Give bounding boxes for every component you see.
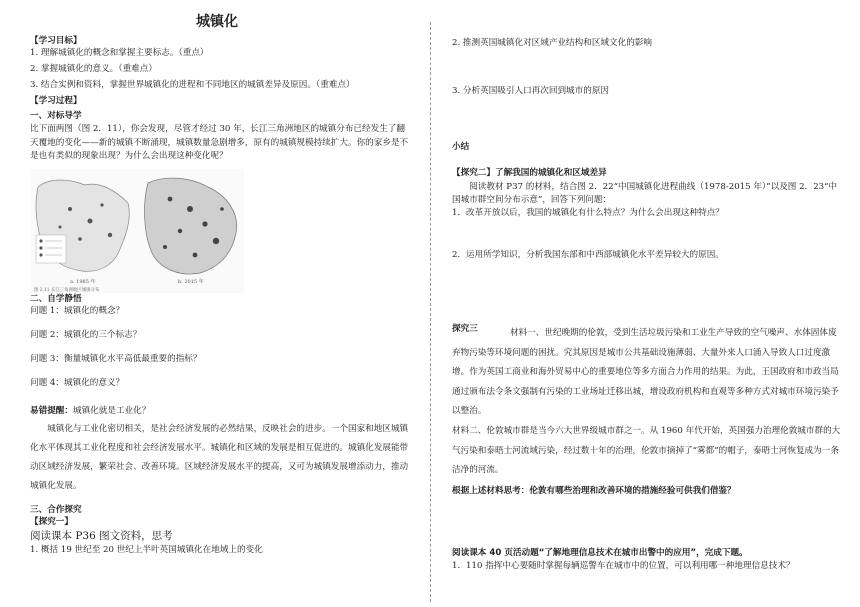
- goal-item: 2. 掌握城镇化的意义。（重难点）: [30, 64, 157, 74]
- question-item: 问题 4：城镇化的意义？: [30, 378, 125, 388]
- question-item: 问题 1：城镇化的概念？: [30, 306, 125, 316]
- explore2-question: 2．运用所学知识，分析我国东部和中西部城镇化水平差异较大的原因。: [452, 250, 724, 260]
- reading-question: 1．110 指挥中心要随时掌握每辆巡警车在城市中的位置，可以利用哪一种地理信息技术？: [452, 561, 795, 571]
- explore2-question: 1．改革开放以后，我国的城镇化有什么特点？为什么会出现这种特点？: [452, 208, 724, 218]
- process-heading: 【学习过程】: [30, 96, 82, 106]
- section-heading: 三、合作探究: [30, 505, 82, 515]
- map-caption-b: b. 2015 年: [178, 279, 204, 285]
- explore1-question: 3. 分析英国吸引人口再次回到城市的原因: [452, 86, 610, 96]
- think-question: 根据上述材料思考：伦敦有哪些治理和改善环境的措施经验可供我们借鉴？: [452, 486, 736, 496]
- explore2-heading: 【探究二】了解我国的城镇化和区域差异: [452, 168, 607, 178]
- question-item: 问题 3：衡量城镇化水平高低最重要的指标？: [30, 354, 202, 364]
- summary-label: 小结: [452, 142, 470, 152]
- material-one: 材料一、世纪晚期的伦敦，受到生活垃圾污染和工业生产导致的空气噪声、水体固体废弃物污染等环境问题的困扰。究其原因是城市公共基础设施薄弱、大量外来人口涌入导致人口过度激增。作为英国工商业和海外贸易中心的重要地位等多方面合力作用的结果。为此，王国政府和市政当局通过颁布法令条文强制有污染的工业场址迁移出城，增设政府机构和直观等多种方式对城市环境污染予以整治。: [452, 328, 839, 416]
- tip-paragraph: 城镇化与工业化密切相关，是社会经济发展的必然结果，反映社会的进步。一个国家和地区城镇化水平体现其工业化程度和社会经济发展水平。城镇化和区域的发展是相互促进的。城镇化发展能带动区域经济发展，繁荣社会、改善环境。区域经济发展水平的提高，又可为城镇发展增添动力，推动城镇化发展。: [30, 424, 409, 491]
- intro-paragraph: 比下面两图（图 2．11），你会发现，尽管才经过 30 年，长江三角洲地区的城镇分布已经发生了翻天覆地的变化——新的城镇不断涌现，城镇数量急剧增多，原有的城镇规模持续扩大。你的家乡是不是也有类似的现象出现？为什么会出现这种变化呢？: [30, 124, 409, 161]
- material-two: 材料二、伦敦城市群是当今六大世界级城市群之一。从 1960 年代开始，英国强力治理伦敦城市群的大气污染和泰晤士河流域污染，经过数十年的治理，伦敦市摘掉了“雾都”的帽子，泰晤士河恢复成为一条洁净的河流。: [452, 426, 841, 475]
- tip-label: 易错提醒：: [30, 406, 73, 416]
- explore1-heading: 【探究一】: [30, 517, 73, 527]
- yangtze-delta-map-figure: [30, 169, 244, 293]
- explore2-paragraph: 阅读教材 P37 的材料，结合图 2．22“中国城镇化进程曲线（1978-2015 年）”以及图 2．23“中国城市群空间分布示意”，回答下列问题：: [452, 182, 838, 205]
- question-item: 问题 2：城镇化的三个标志？: [30, 330, 142, 340]
- page-title: 城镇化: [196, 14, 238, 30]
- goal-item: 3. 结合实例和资料，掌握世界城镇化的进程和不同地区的城镇差异及原因。（重难点）: [30, 80, 355, 90]
- goals-heading: 【学习目标】: [30, 36, 82, 46]
- tip-text: 城镇化就是工业化？: [72, 406, 151, 416]
- section-heading: 二、自学静悟: [30, 294, 82, 304]
- map-caption-a: a. 1985 年: [70, 279, 96, 285]
- goal-item: 1. 理解城镇化的概念和掌握主要标志。（重点）: [30, 48, 209, 58]
- reading-instruction: 阅读课本 40 页活动题“了解地理信息技术在城市出警中的应用”，完成下题。: [452, 548, 748, 558]
- explore1-question: 1. 概括 19 世纪至 20 世纪上半叶英国城镇化在地域上的变化: [30, 545, 263, 555]
- explore1-intro: 阅读课本 P36 图文资料，思考: [30, 530, 173, 542]
- explore1-question: 2. 推测英国城镇化对区域产业结构和区域文化的影响: [452, 38, 652, 48]
- section-heading: 一、对标导学: [30, 111, 82, 121]
- column-divider: [430, 22, 431, 602]
- map-figure-caption: 图 2.11 长江三角洲地区城镇分布: [34, 288, 100, 293]
- explore3-label: 探究三: [452, 324, 478, 334]
- tip-line: [30, 406, 150, 417]
